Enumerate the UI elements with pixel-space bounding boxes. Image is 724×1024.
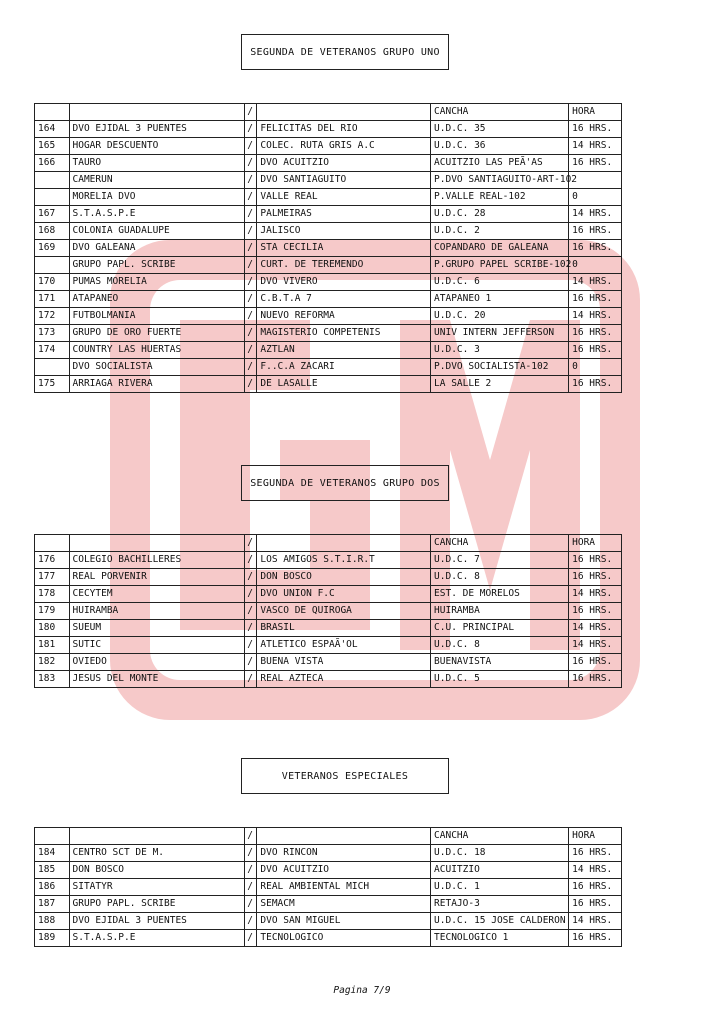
field-name: U.D.C. 18 <box>431 845 569 862</box>
separator: / <box>245 342 257 359</box>
field-name: P.DVO SANTIAGUITO-ART-102 <box>431 172 569 189</box>
field-name: ACUITZIO LAS PEÃ'AS <box>431 155 569 172</box>
away-team: DE LASALLE <box>257 376 431 393</box>
header-field-name: CANCHA <box>431 104 569 121</box>
away-team: MAGISTERIO COMPETENIS <box>257 325 431 342</box>
home-team: GRUPO PAPL. SCRIBE <box>69 257 245 274</box>
table-row <box>35 172 622 189</box>
table-row <box>35 586 622 603</box>
table-row <box>35 189 622 206</box>
away-team: PALMEIRAS <box>257 206 431 223</box>
separator: / <box>245 308 257 325</box>
match-time: 14 HRS. <box>569 913 622 930</box>
separator: / <box>245 552 257 569</box>
table-row <box>35 206 622 223</box>
away-team: F..C.A ZACARI <box>257 359 431 376</box>
separator: / <box>245 138 257 155</box>
away-team: JALISCO <box>257 223 431 240</box>
header-separator: / <box>245 535 257 552</box>
match-time: 14 HRS. <box>569 274 622 291</box>
match-time: 16 HRS. <box>569 240 622 257</box>
table-row <box>35 274 622 291</box>
match-number: 170 <box>35 274 70 291</box>
match-number <box>35 257 70 274</box>
match-number: 165 <box>35 138 70 155</box>
away-team: BRASIL <box>257 620 431 637</box>
home-team: REAL PORVENIR <box>69 569 245 586</box>
field-name: ATAPANEO 1 <box>431 291 569 308</box>
home-team: GRUPO DE ORO FUERTE <box>69 325 245 342</box>
away-team: AZTLAN <box>257 342 431 359</box>
match-time: 16 HRS. <box>569 569 622 586</box>
table-row <box>35 325 622 342</box>
field-name: U.D.C. 1 <box>431 879 569 896</box>
table-row <box>35 138 622 155</box>
match-time: 16 HRS. <box>569 223 622 240</box>
home-team: DVO EJIDAL 3 PUENTES <box>69 913 245 930</box>
match-number: 174 <box>35 342 70 359</box>
match-time: 16 HRS. <box>569 603 622 620</box>
separator: / <box>245 654 257 671</box>
home-team: DVO GALEANA <box>69 240 245 257</box>
field-name: U.D.C. 35 <box>431 121 569 138</box>
match-number: 181 <box>35 637 70 654</box>
away-team: STA CECILIA <box>257 240 431 257</box>
match-time: 0 <box>569 189 622 206</box>
separator: / <box>245 257 257 274</box>
match-number: 172 <box>35 308 70 325</box>
match-number: 171 <box>35 291 70 308</box>
field-name: U.D.C. 28 <box>431 206 569 223</box>
away-team: REAL AMBIENTAL MICH <box>257 879 431 896</box>
match-number: 187 <box>35 896 70 913</box>
away-team: ATLETICO ESPAÃ'OL <box>257 637 431 654</box>
match-number: 183 <box>35 671 70 688</box>
field-name: U.D.C. 15 JOSE CALDERON <box>431 913 569 930</box>
home-team: DVO EJIDAL 3 PUENTES <box>69 121 245 138</box>
header-match-number <box>35 828 70 845</box>
match-number: 182 <box>35 654 70 671</box>
home-team: CECYTEM <box>69 586 245 603</box>
fixtures-table-veteranos-especiales <box>34 827 622 947</box>
away-team: TECNOLOGICO <box>257 930 431 947</box>
match-time: 16 HRS. <box>569 671 622 688</box>
match-number: 185 <box>35 862 70 879</box>
match-number: 184 <box>35 845 70 862</box>
match-time: 16 HRS. <box>569 342 622 359</box>
away-team: BUENA VISTA <box>257 654 431 671</box>
away-team: DVO SANTIAGUITO <box>257 172 431 189</box>
match-time: 14 HRS. <box>569 637 622 654</box>
field-name: U.D.C. 7 <box>431 552 569 569</box>
match-time: 14 HRS. <box>569 138 622 155</box>
field-name: P.VALLE REAL-102 <box>431 189 569 206</box>
separator: / <box>245 896 257 913</box>
match-number: 166 <box>35 155 70 172</box>
away-team: CURT. DE TEREMENDO <box>257 257 431 274</box>
away-team: REAL AZTECA <box>257 671 431 688</box>
home-team: HUIRAMBA <box>69 603 245 620</box>
home-team: PUMAS MORELIA <box>69 274 245 291</box>
separator: / <box>245 121 257 138</box>
table-row <box>35 359 622 376</box>
match-number <box>35 189 70 206</box>
home-team: JESUS DEL MONTE <box>69 671 245 688</box>
header-home-team <box>69 828 245 845</box>
table-row <box>35 342 622 359</box>
away-team: DVO UNION F.C <box>257 586 431 603</box>
home-team: S.T.A.S.P.E <box>69 930 245 947</box>
page-number: Pagina 7/9 <box>333 985 391 996</box>
match-number: 169 <box>35 240 70 257</box>
header-home-team <box>69 535 245 552</box>
match-number: 188 <box>35 913 70 930</box>
header-match-time: HORA <box>569 828 622 845</box>
match-time: 16 HRS. <box>569 291 622 308</box>
section-title-grupo-dos: SEGUNDA DE VETERANOS GRUPO DOS <box>241 465 449 501</box>
away-team: DVO ACUITZIO <box>257 155 431 172</box>
match-time: 16 HRS. <box>569 896 622 913</box>
field-name: LA SALLE 2 <box>431 376 569 393</box>
match-number: 178 <box>35 586 70 603</box>
separator: / <box>245 189 257 206</box>
table-row <box>35 862 622 879</box>
match-time: 16 HRS. <box>569 155 622 172</box>
separator: / <box>245 620 257 637</box>
home-team: CENTRO SCT DE M. <box>69 845 245 862</box>
table-header-row <box>35 828 622 845</box>
match-number: 167 <box>35 206 70 223</box>
home-team: HOGAR DESCUENTO <box>69 138 245 155</box>
away-team: NUEVO REFORMA <box>257 308 431 325</box>
match-time: 0 <box>569 359 622 376</box>
table-row <box>35 121 622 138</box>
table-row <box>35 376 622 393</box>
separator: / <box>245 325 257 342</box>
match-time: 14 HRS. <box>569 620 622 637</box>
match-time: 16 HRS. <box>569 376 622 393</box>
separator: / <box>245 913 257 930</box>
away-team: DON BOSCO <box>257 569 431 586</box>
match-number: 173 <box>35 325 70 342</box>
header-home-team <box>69 104 245 121</box>
field-name: P.DVO SOCIALISTA-102 <box>431 359 569 376</box>
field-name: U.D.C. 8 <box>431 637 569 654</box>
field-name: U.D.C. 5 <box>431 671 569 688</box>
field-name: U.D.C. 3 <box>431 342 569 359</box>
fixtures-table-grupo-dos <box>34 534 622 688</box>
match-time: 16 HRS. <box>569 930 622 947</box>
home-team: DVO SOCIALISTA <box>69 359 245 376</box>
field-name: ACUITZIO <box>431 862 569 879</box>
table-row <box>35 671 622 688</box>
field-name: C.U. PRINCIPAL <box>431 620 569 637</box>
match-number: 175 <box>35 376 70 393</box>
table-row <box>35 603 622 620</box>
table-row <box>35 240 622 257</box>
match-number: 168 <box>35 223 70 240</box>
field-name: RETAJO-3 <box>431 896 569 913</box>
separator: / <box>245 671 257 688</box>
separator: / <box>245 845 257 862</box>
match-time: 16 HRS. <box>569 654 622 671</box>
table-row <box>35 291 622 308</box>
separator: / <box>245 291 257 308</box>
away-team: DVO ACUITZIO <box>257 862 431 879</box>
match-time: 16 HRS. <box>569 325 622 342</box>
separator: / <box>245 274 257 291</box>
home-team: OVIEDO <box>69 654 245 671</box>
home-team: FUTBOLMANIA <box>69 308 245 325</box>
away-team: C.B.T.A 7 <box>257 291 431 308</box>
table-row <box>35 620 622 637</box>
match-number: 177 <box>35 569 70 586</box>
home-team: ATAPANEO <box>69 291 245 308</box>
separator: / <box>245 206 257 223</box>
table-row <box>35 155 622 172</box>
table-row <box>35 308 622 325</box>
match-time: 16 HRS. <box>569 121 622 138</box>
separator: / <box>245 586 257 603</box>
match-number: 180 <box>35 620 70 637</box>
separator: / <box>245 240 257 257</box>
table-row <box>35 569 622 586</box>
header-match-time: HORA <box>569 535 622 552</box>
field-name: TECNOLOGICO 1 <box>431 930 569 947</box>
field-name: U.D.C. 6 <box>431 274 569 291</box>
match-time: 0 <box>569 257 622 274</box>
match-number: 179 <box>35 603 70 620</box>
header-away-team <box>257 535 431 552</box>
home-team: COLONIA GUADALUPE <box>69 223 245 240</box>
section-title-grupo-uno: SEGUNDA DE VETERANOS GRUPO UNO <box>241 34 449 70</box>
header-match-number <box>35 535 70 552</box>
away-team: LOS AMIGOS S.T.I.R.T <box>257 552 431 569</box>
match-time: 14 HRS. <box>569 206 622 223</box>
separator: / <box>245 223 257 240</box>
header-separator: / <box>245 828 257 845</box>
table-row <box>35 257 622 274</box>
home-team: S.T.A.S.P.E <box>69 206 245 223</box>
home-team: ARRIAGA RIVERA <box>69 376 245 393</box>
field-name: U.D.C. 2 <box>431 223 569 240</box>
header-field-name: CANCHA <box>431 828 569 845</box>
home-team: CAMERUN <box>69 172 245 189</box>
separator: / <box>245 359 257 376</box>
table-row <box>35 879 622 896</box>
fixtures-table-grupo-uno <box>34 103 622 393</box>
match-time: 14 HRS. <box>569 862 622 879</box>
match-number <box>35 172 70 189</box>
home-team: COLEGIO BACHILLERES <box>69 552 245 569</box>
table-row <box>35 930 622 947</box>
separator: / <box>245 637 257 654</box>
field-name: U.D.C. 8 <box>431 569 569 586</box>
table-row <box>35 654 622 671</box>
home-team: GRUPO PAPL. SCRIBE <box>69 896 245 913</box>
match-number: 176 <box>35 552 70 569</box>
table-row <box>35 913 622 930</box>
match-time: 16 HRS. <box>569 879 622 896</box>
field-name: U.D.C. 36 <box>431 138 569 155</box>
match-number: 186 <box>35 879 70 896</box>
header-match-number <box>35 104 70 121</box>
home-team: MORELIA DVO <box>69 189 245 206</box>
field-name: HUIRAMBA <box>431 603 569 620</box>
table-row <box>35 637 622 654</box>
header-match-time: HORA <box>569 104 622 121</box>
field-name: BUENAVISTA <box>431 654 569 671</box>
separator: / <box>245 862 257 879</box>
match-time: 16 HRS. <box>569 845 622 862</box>
home-team: DON BOSCO <box>69 862 245 879</box>
home-team: SUTIC <box>69 637 245 654</box>
separator: / <box>245 172 257 189</box>
home-team: SUEUM <box>69 620 245 637</box>
separator: / <box>245 569 257 586</box>
match-time: 14 HRS. <box>569 308 622 325</box>
match-number <box>35 359 70 376</box>
away-team: DVO VIVERO <box>257 274 431 291</box>
header-away-team <box>257 828 431 845</box>
match-number: 189 <box>35 930 70 947</box>
field-name: EST. DE MORELOS <box>431 586 569 603</box>
separator: / <box>245 879 257 896</box>
field-name: UNIV INTERN JEFFERSON <box>431 325 569 342</box>
field-name: COPANDARO DE GALEANA <box>431 240 569 257</box>
separator: / <box>245 376 257 393</box>
table-row <box>35 845 622 862</box>
away-team: FELICITAS DEL RIO <box>257 121 431 138</box>
field-name: P.GRUPO PAPEL SCRIBE-102 <box>431 257 569 274</box>
section-title-veteranos-especiales: VETERANOS ESPECIALES <box>241 758 449 794</box>
separator: / <box>245 603 257 620</box>
header-field-name: CANCHA <box>431 535 569 552</box>
away-team: COLEC. RUTA GRIS A.C <box>257 138 431 155</box>
home-team: COUNTRY LAS HUERTAS <box>69 342 245 359</box>
header-separator: / <box>245 104 257 121</box>
table-row <box>35 223 622 240</box>
table-row <box>35 896 622 913</box>
table-header-row <box>35 104 622 121</box>
header-away-team <box>257 104 431 121</box>
match-number: 164 <box>35 121 70 138</box>
match-time: 14 HRS. <box>569 586 622 603</box>
home-team: SITATYR <box>69 879 245 896</box>
separator: / <box>245 155 257 172</box>
away-team: SEMACM <box>257 896 431 913</box>
away-team: VALLE REAL <box>257 189 431 206</box>
away-team: DVO SAN MIGUEL <box>257 913 431 930</box>
home-team: TAURO <box>69 155 245 172</box>
away-team: DVO RINCON <box>257 845 431 862</box>
separator: / <box>245 930 257 947</box>
away-team: VASCO DE QUIROGA <box>257 603 431 620</box>
match-time: 16 HRS. <box>569 552 622 569</box>
field-name: U.D.C. 20 <box>431 308 569 325</box>
table-row <box>35 552 622 569</box>
table-header-row <box>35 535 622 552</box>
